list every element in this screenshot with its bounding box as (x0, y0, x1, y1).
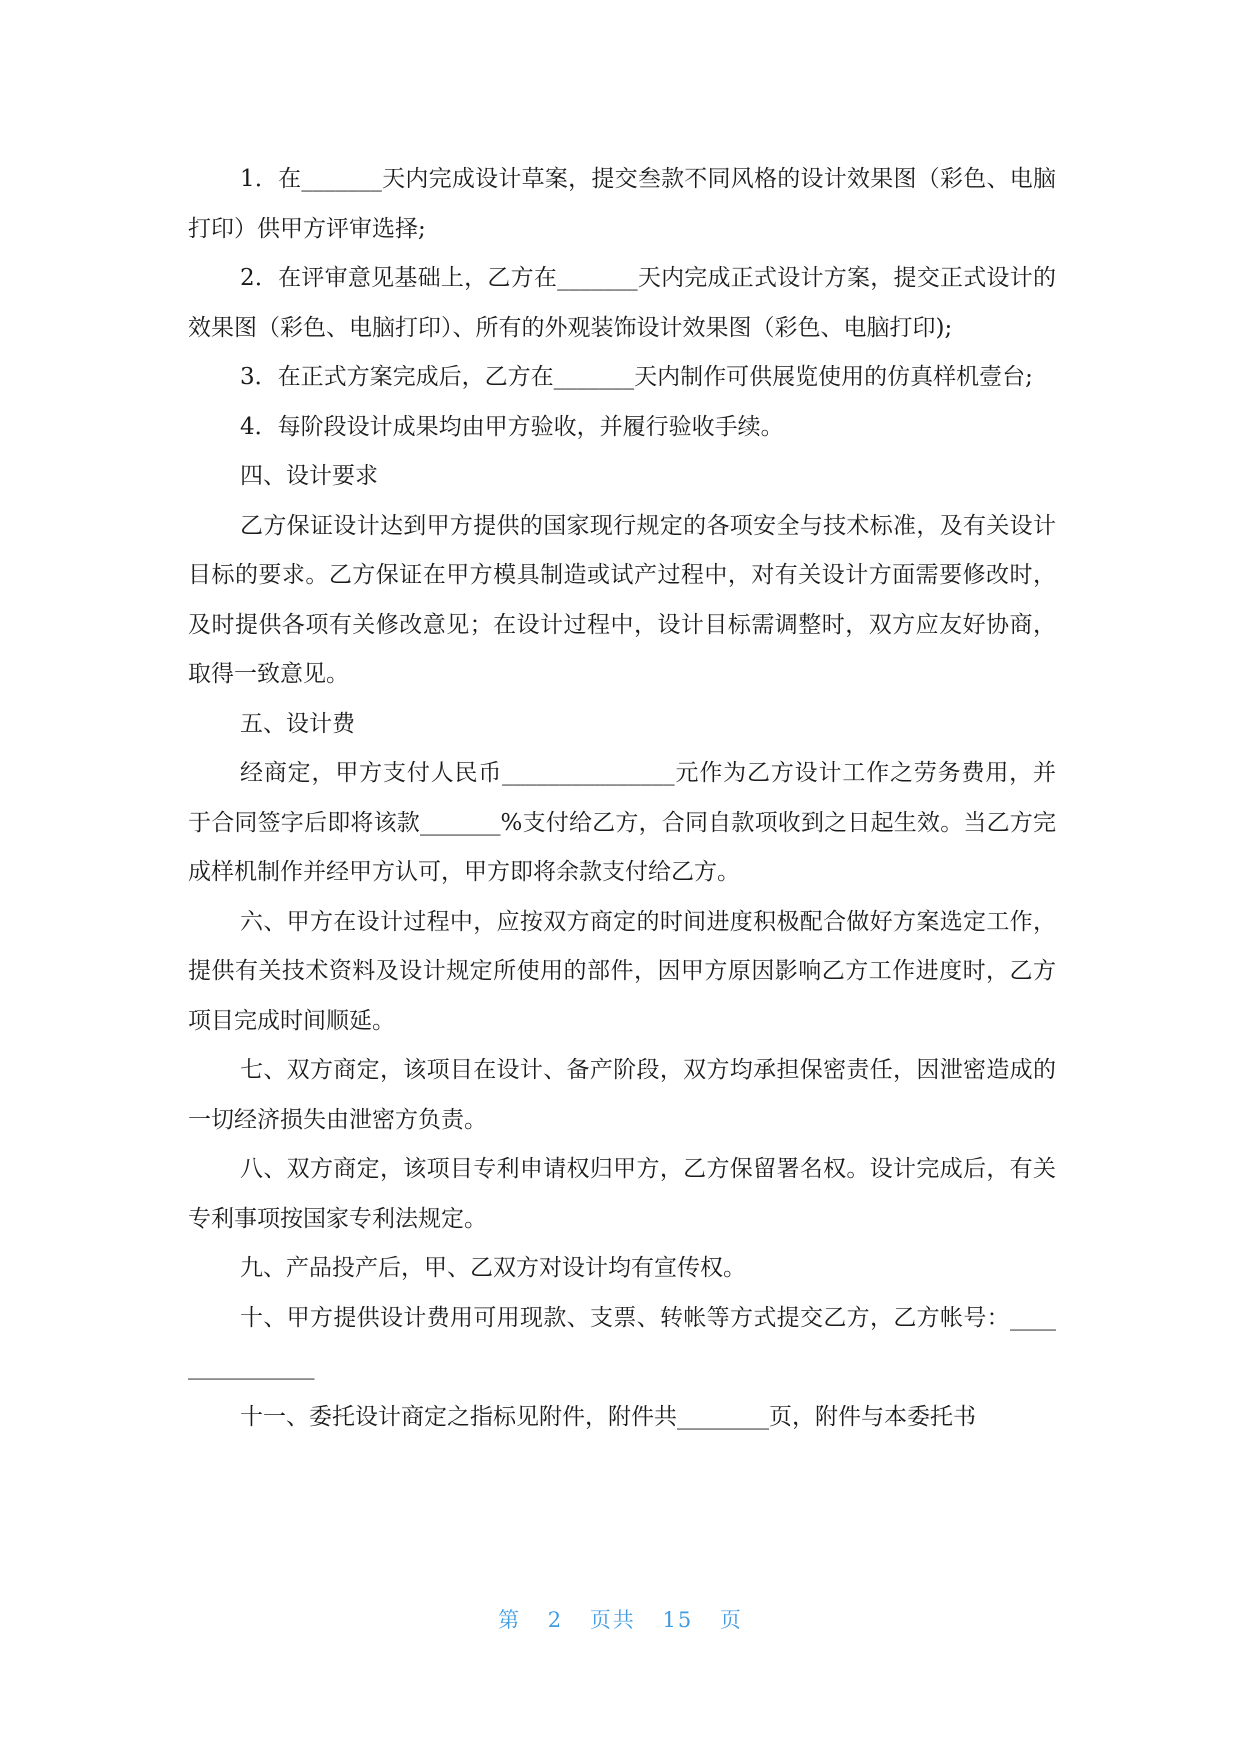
clause-nine: 九、产品投产后，甲、乙双方对设计均有宣传权。 (240, 1255, 746, 1281)
page-footer (0, 1604, 1241, 1634)
footer-page-number: 2 (547, 1608, 564, 1632)
paragraph-item-2: 2．在评审意见基础上，乙方在_______天内完成正式设计方案，提交正式设计的效果图（彩色、电脑打印）、所有的外观装饰设计效果图（彩色、电脑打印); (188, 265, 1056, 341)
section-heading-design-requirements: 四、设计要求 (240, 463, 378, 489)
paragraph-item-1: 1．在_______天内完成设计草案，提交叁款不同风格的设计效果图（彩色、电脑打印）供甲方评审选择; (188, 166, 1056, 242)
clause-six: 六、甲方在设计过程中，应按双方商定的时间进度积极配合做好方案选定工作，提供有关技术资料及设计规定所使用的部件，因甲方原因影响乙方工作进度时，乙方项目完成时间顺延。 (188, 908, 1056, 1034)
paragraph-item-3: 3．在正式方案完成后，乙方在_______天内制作可供展览使用的仿真样机壹台; (240, 364, 1033, 390)
document-body (188, 155, 1056, 1442)
paragraph-design-requirements: 乙方保证设计达到甲方提供的国家现行规定的各项安全与技术标准，及有关设计目标的要求。乙方保证在甲方模具制造或试产过程中，对有关设计方面需要修改时，及时提供各项有关修改意见；在设计过程中，设计目标需调整时，双方应友好协商，取得一致意见。 (188, 512, 1056, 687)
footer-total-pages: 15 (662, 1608, 694, 1632)
clause-seven: 七、双方商定，该项目在设计、备产阶段，双方均承担保密责任，因泄密造成的一切经济损失由泄密方负责。 (188, 1057, 1056, 1133)
footer-word-di: 第 (498, 1608, 522, 1632)
section-heading-design-fee: 五、设计费 (240, 710, 355, 737)
footer-word-ye: 页 (719, 1608, 743, 1632)
paragraph-design-fee: 经商定，甲方支付人民币_______________元作为乙方设计工作之劳务费用，并于合同签字后即将该款_______%支付给乙方，合同自款项收到之日起生效。当乙方完成样机制作并经甲方认可，甲方即将余款支付给乙方。 (188, 760, 1056, 885)
clause-eleven: 十一、委托设计商定之指标见附件，附件共________页，附件与本委托书 (240, 1403, 976, 1430)
paragraph-item-4: 4．每阶段设计成果均由甲方验收，并履行验收手续。 (240, 413, 784, 440)
clause-ten: 十、甲方提供设计费用可用现款、支票、转帐等方式提交乙方，乙方帐号：_______________ (188, 1304, 1056, 1380)
footer-word-ye-gong: 页共 (589, 1608, 636, 1632)
clause-eight: 八、双方商定，该项目专利申请权归甲方，乙方保留署名权。设计完成后，有关专利事项按国家专利法规定。 (188, 1156, 1056, 1232)
